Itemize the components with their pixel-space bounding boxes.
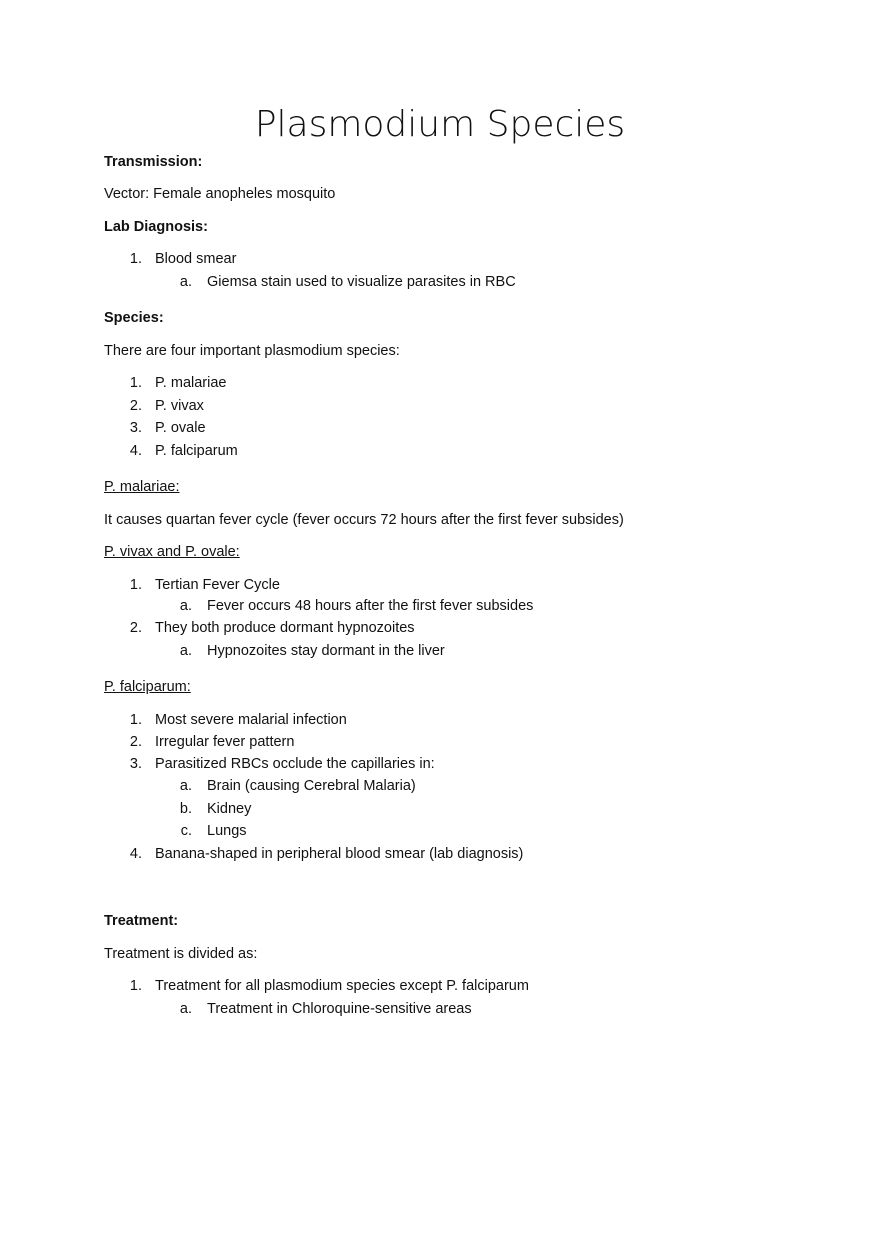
sub-list-marker: c.	[180, 823, 192, 839]
sub-list-marker: a.	[179, 1001, 192, 1017]
list-item: P. malariae	[155, 375, 227, 391]
list-marker: 1.	[129, 978, 142, 994]
list-item: Irregular fever pattern	[155, 734, 295, 750]
falciparum-heading: P. falciparum:	[104, 679, 191, 695]
transmission-heading: Transmission:	[104, 154, 203, 170]
list-item: Treatment for all plasmodium species except P. falciparum	[155, 978, 529, 994]
list-marker: 2.	[129, 734, 142, 750]
page-title: Plasmodium Species	[254, 104, 626, 145]
list-item: Tertian Fever Cycle	[155, 577, 280, 593]
sub-list-item: Lungs	[207, 823, 247, 839]
sub-list-item: Treatment in Chloroquine-sensitive areas	[207, 1001, 472, 1017]
species-intro: There are four important plasmodium species:	[104, 343, 400, 359]
list-marker: 3.	[129, 420, 142, 436]
list-item: Parasitized RBCs occlude the capillaries in:	[155, 756, 435, 772]
sub-list-item: Kidney	[207, 801, 252, 817]
list-marker: 1.	[129, 251, 142, 267]
malariae-text: It causes quartan fever cycle (fever occurs 72 hours after the first fever subsides)	[104, 512, 624, 528]
list-item: Most severe malarial infection	[155, 712, 347, 728]
list-item: P. ovale	[155, 420, 206, 436]
list-marker: 1.	[129, 712, 142, 728]
list-marker: 4.	[129, 443, 142, 459]
sub-list-item: Hypnozoites stay dormant in the liver	[207, 643, 445, 659]
vivax-ovale-heading: P. vivax and P. ovale:	[104, 544, 240, 560]
sub-list-marker: b.	[179, 801, 192, 817]
species-heading: Species:	[104, 310, 164, 326]
treatment-intro: Treatment is divided as:	[104, 946, 258, 962]
list-marker: 2.	[129, 620, 142, 636]
list-item: P. vivax	[155, 398, 204, 414]
vector-text: Vector: Female anopheles mosquito	[104, 186, 336, 202]
sub-list-marker: a.	[179, 778, 192, 794]
malariae-heading: P. malariae:	[104, 479, 180, 495]
sub-list-item: Brain (causing Cerebral Malaria)	[207, 778, 416, 794]
list-marker: 1.	[129, 375, 142, 391]
treatment-heading: Treatment:	[104, 913, 179, 929]
list-item: Banana-shaped in peripheral blood smear (lab diagnosis)	[155, 846, 524, 862]
list-marker: 3.	[129, 756, 142, 772]
list-marker: 2.	[129, 398, 142, 414]
lab-diagnosis-heading: Lab Diagnosis:	[104, 219, 208, 235]
list-marker: 4.	[129, 846, 142, 862]
sub-list-item: Fever occurs 48 hours after the first fever subsides	[207, 598, 534, 614]
list-item: They both produce dormant hypnozoites	[155, 620, 415, 636]
list-item: Blood smear	[155, 251, 237, 267]
sub-list-marker: a.	[179, 643, 192, 659]
sub-list-marker: a.	[179, 598, 192, 614]
sub-list-marker: a.	[179, 274, 192, 290]
list-marker: 1.	[129, 577, 142, 593]
list-item: P. falciparum	[155, 443, 238, 459]
sub-list-item: Giemsa stain used to visualize parasites in RBC	[207, 274, 516, 290]
